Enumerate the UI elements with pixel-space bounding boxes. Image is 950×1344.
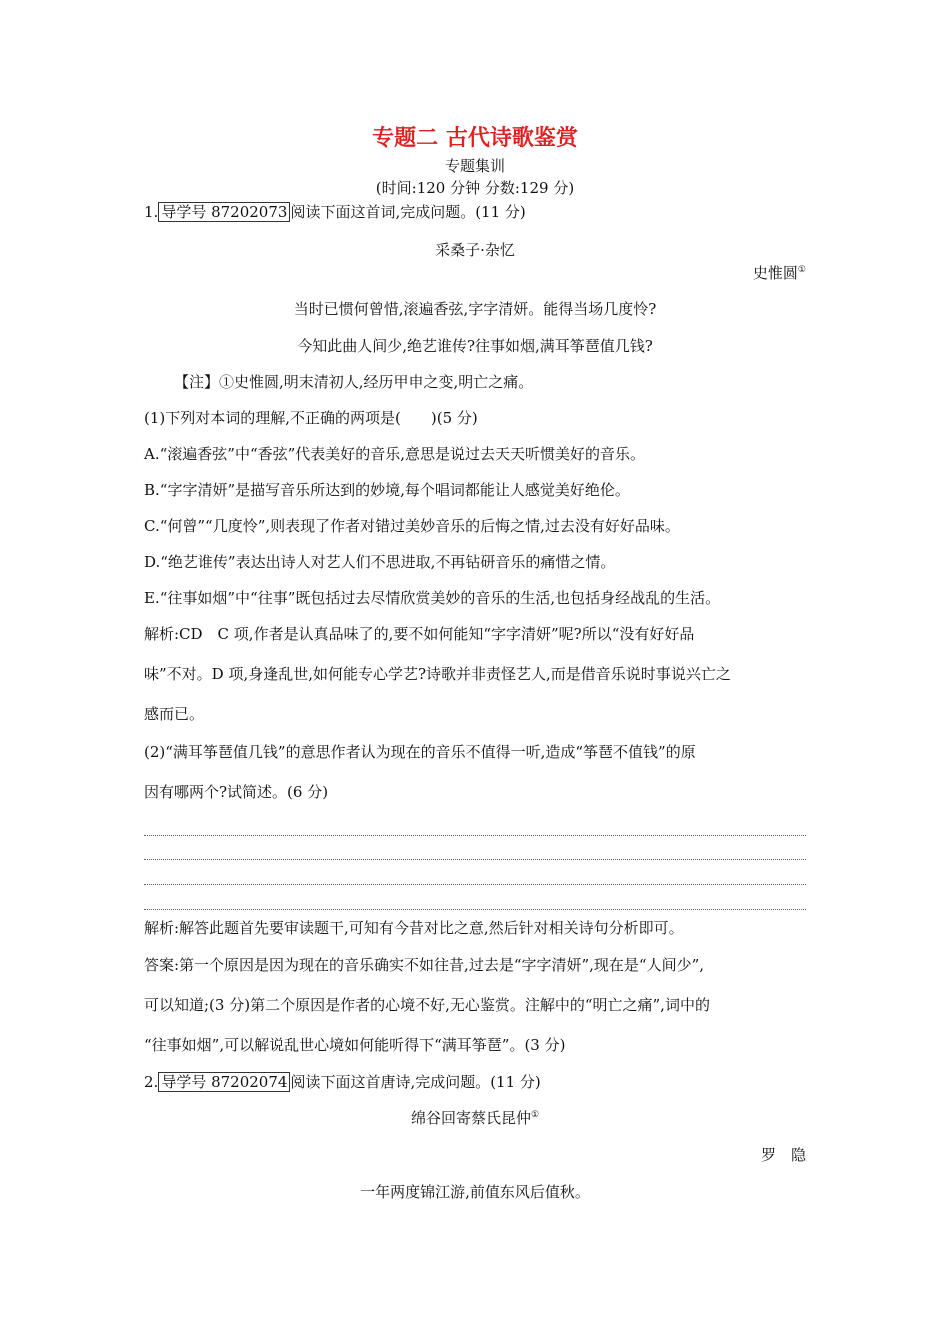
- q1-option-e: E.“往事如烟”中“往事”既包括过去尽情欣赏美妙的音乐的生活,也包括身经战乱的生活。: [144, 589, 721, 607]
- q1-option-b: B.“字字清妍”是描写音乐所达到的妙境,每个唱词都能让人感觉美好绝伦。: [144, 481, 630, 499]
- q1-poem-line: 当时已惯何曾惜,滚遍香弦,字字清妍。能得当场几度怜?: [293, 300, 657, 318]
- q2-prompt: 阅读下面这首唐诗,完成问题。(11 分): [290, 1073, 541, 1091]
- page-title: 专题二 古代诗歌鉴赏: [372, 125, 578, 151]
- q1-number: 1.: [144, 203, 159, 221]
- q1-option-a: A.“滚遍香弦”中“香弦”代表美好的音乐,意思是说过去天天听惯美好的音乐。: [144, 445, 646, 463]
- q1-answer-line: 答案:第一个原因是因为现在的音乐确实不如往昔,过去是“字字清妍”,现在是“人间少”,: [144, 956, 705, 974]
- q2-title-note-mark: ①: [530, 1110, 540, 1120]
- q2-number: 2.: [144, 1073, 159, 1091]
- answer-blank-line: [144, 835, 806, 836]
- answer-blank-line: [144, 859, 806, 860]
- q1-analysis1-line: 味”不对。D 项,身逢乱世,如何能专心学艺?诗歌并非责怪艺人,而是借音乐说时事说兴亡之: [144, 665, 731, 683]
- q1-code-box: 导学号 87202073: [158, 202, 290, 222]
- q1-prompt: 阅读下面这首词,完成问题。(11 分): [290, 203, 526, 221]
- q1-author: [753, 263, 806, 283]
- q1-author-name: 史惟圆: [752, 264, 798, 282]
- q1-analysis1-line: 感而已。: [144, 705, 205, 723]
- q2-poem-line: 一年两度锦江游,前值东风后值秋。: [360, 1183, 590, 1201]
- q1-sub2-line: (2)“满耳筝琶值几钱”的意思作者认为现在的音乐不值得一听,造成“筝琶不值钱”的原: [144, 743, 696, 761]
- page-subtitle: 专题集训: [444, 157, 505, 175]
- q1-answer-line: “往事如烟”,可以解说乱世心境如何能听得下“满耳筝琶”。(3 分): [144, 1036, 566, 1054]
- q1-analysis1-line: 解析:CD C 项,作者是认真品味了的,要不如何能知“字字清妍”呢?所以“没有好好品: [144, 625, 695, 643]
- q1-sub1-question: (1)下列对本词的理解,不正确的两项是( )(5 分): [144, 409, 478, 427]
- q1-option-c: C.“何曾”“几度怜”,则表现了作者对错过美妙音乐的后悔之情,过去没有好好品味。: [144, 517, 680, 535]
- q2-poem-title-text: 绵谷回寄蔡氏昆仲: [410, 1109, 531, 1127]
- q1-footnote: 【注】①史惟圆,明末清初人,经历甲申之变,明亡之痛。: [174, 373, 534, 391]
- q1-poem-line: 今知此曲人间少,绝艺谁传?往事如烟,满耳筝琶值几钱?: [297, 337, 653, 355]
- q1-heading: [144, 202, 526, 222]
- q1-analysis2: 解析:解答此题首先要审读题干,可知有今昔对比之意,然后针对相关诗句分析即可。: [144, 919, 684, 937]
- q1-sub2-line: 因有哪两个?试简述。(6 分): [144, 783, 329, 801]
- q2-poem-title: [0, 1108, 950, 1128]
- q2-code-box: 导学号 87202074: [158, 1072, 290, 1092]
- q1-poem-title: 采桑子·杂忆: [435, 241, 515, 259]
- exam-meta: (时间:120 分钟 分数:129 分): [375, 179, 575, 197]
- q2-heading: [144, 1072, 541, 1092]
- q1-option-d: D.“绝艺谁传”表达出诗人对艺人们不思进取,不再钻研音乐的痛惜之情。: [144, 553, 616, 571]
- answer-blank-line: [144, 909, 806, 910]
- q1-author-note-mark: ①: [797, 265, 806, 275]
- answer-blank-line: [144, 884, 806, 885]
- q1-answer-line: 可以知道;(3 分)第二个原因是作者的心境不好,无心鉴赏。注解中的“明亡之痛”,词中的: [144, 996, 710, 1014]
- q2-author: 罗 隐: [760, 1146, 806, 1164]
